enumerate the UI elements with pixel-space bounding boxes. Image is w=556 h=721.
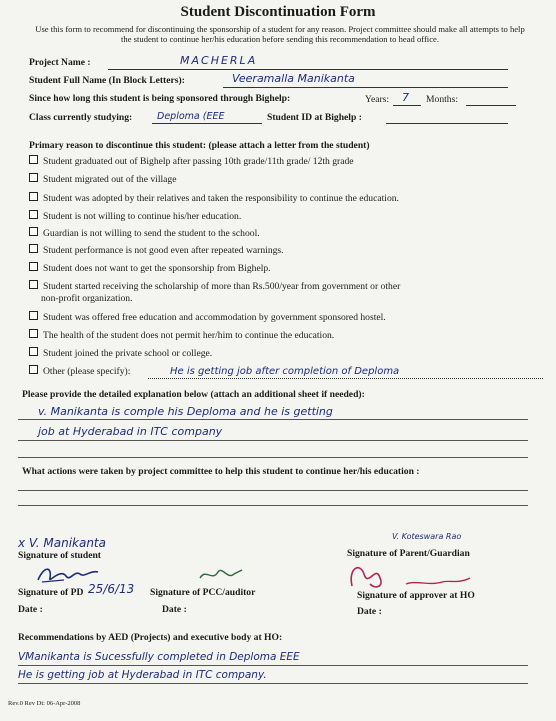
months-line: [466, 105, 516, 106]
approver-signature-label: Signature of approver at HO: [357, 590, 475, 601]
reason-not-willing[interactable]: Student is not willing to continue his/her education.: [29, 210, 241, 222]
explanation-line-1[interactable]: v. Manikanta is comple his Deploma and he is getting: [38, 405, 333, 418]
approver-signature-scrawl: [346, 562, 476, 592]
recommendations-line-2[interactable]: He is getting job at Hyderabad in ITC company.: [18, 669, 267, 681]
reason-checkbox[interactable]: [29, 155, 38, 164]
reason-graduated[interactable]: Student graduated out of Bighelp after passing 10th grade/11th grade/ 12th grade: [29, 155, 354, 167]
class-label: Class currently studying:: [29, 112, 133, 123]
reason-checkbox[interactable]: [29, 347, 38, 356]
reason-checkbox[interactable]: [29, 227, 38, 236]
class-value[interactable]: Deploma (EEE: [157, 111, 225, 122]
student-name-line: [223, 87, 508, 88]
reason-checkbox[interactable]: [29, 192, 38, 201]
recommendations-rule-1: [18, 665, 528, 666]
parent-signature-hand[interactable]: V. Koteswara Rao: [392, 532, 462, 541]
project-name-label: Project Name :: [29, 57, 91, 68]
years-value[interactable]: 7: [402, 91, 409, 104]
student-name-value[interactable]: Veeramalla Manikanta: [232, 72, 355, 85]
reason-checkbox[interactable]: [29, 280, 38, 289]
pd-date-label: Date :: [18, 604, 43, 615]
reason-scholarship[interactable]: Student started receiving the scholarship of more than Rs.500/year from government or other: [29, 280, 400, 292]
student-id-label: Student ID at Bighelp :: [267, 112, 362, 123]
explanation-rule-1: [18, 419, 528, 420]
reason-performance[interactable]: Student performance is not good even after repeated warnings.: [29, 244, 284, 256]
parent-signature-label: Signature of Parent/Guardian: [347, 548, 470, 559]
project-name-line: [108, 69, 508, 70]
pd-date-value[interactable]: 25/6/13: [88, 582, 135, 596]
pcc-signature-scrawl: [198, 566, 246, 584]
explanation-line-2[interactable]: job at Hyderabad in ITC company: [38, 425, 223, 438]
explanation-label: Please provide the detailed explanation below (attach an additional sheet if needed):: [22, 389, 365, 400]
approver-date-label: Date :: [357, 606, 382, 617]
recommendations-rule-2: [18, 683, 528, 684]
reason-scholarship-cont: non-profit organization.: [41, 293, 133, 304]
reason-adopted[interactable]: Student was adopted by their relatives and taken the responsibility to continue the education.: [29, 192, 399, 204]
explanation-rule-2: [18, 440, 528, 441]
explanation-rule-3: [18, 457, 528, 458]
reason-guardian[interactable]: Guardian is not willing to send the student to the school.: [29, 227, 260, 239]
reason-checkbox[interactable]: [29, 365, 38, 374]
other-line: [148, 378, 543, 379]
reason-other[interactable]: Other (please specify):: [29, 365, 130, 377]
recommendations-line-1[interactable]: VManikanta is Sucessfully completed in Deploma EEE: [18, 651, 300, 663]
student-name-label: Student Full Name (In Block Letters):: [29, 75, 185, 86]
student-signature-label: Signature of student: [18, 550, 101, 561]
pd-signature-label: Signature of PD: [18, 587, 84, 598]
months-label: Months:: [426, 94, 458, 105]
reason-health[interactable]: The health of the student does not permit her/him to continue the education.: [29, 329, 334, 341]
years-line: [393, 105, 421, 106]
reason-checkbox[interactable]: [29, 244, 38, 253]
actions-rule-1: [18, 490, 528, 491]
actions-rule-2: [18, 505, 528, 506]
reason-checkbox[interactable]: [29, 262, 38, 271]
recommendations-label: Recommendations by AED (Projects) and executive body at HO:: [18, 632, 283, 643]
form-intro: Use this form to recommend for discontinuing the sponsorship of a student for any reason. Project committee should make all attempts to help the student to continue her/his education before sending this recommendation to head office.: [35, 24, 525, 44]
reason-checkbox[interactable]: [29, 173, 38, 182]
sponsored-label: Since how long this student is being sponsored through Bighelp:: [29, 93, 291, 104]
pcc-signature-label: Signature of PCC/auditor: [150, 587, 256, 598]
form-title: Student Discontinuation Form: [180, 4, 376, 20]
reason-checkbox[interactable]: [29, 311, 38, 320]
pcc-date-label: Date :: [162, 604, 187, 615]
student-signature-hand[interactable]: x V. Manikanta: [18, 536, 106, 550]
other-value[interactable]: He is getting job after completion of Deploma: [170, 366, 400, 377]
reason-migrated[interactable]: Student migrated out of the village: [29, 173, 176, 185]
reason-private-school[interactable]: Student joined the private school or college.: [29, 347, 212, 359]
reasons-heading: Primary reason to discontinue this student: (please attach a letter from the student): [29, 140, 370, 151]
reason-checkbox[interactable]: [29, 210, 38, 219]
revision-footer: Rev.0 Rev Dt: 06-Apr-2008: [8, 700, 81, 707]
reason-checkbox[interactable]: [29, 329, 38, 338]
reason-no-sponsorship[interactable]: Student does not want to get the sponsorship from Bighelp.: [29, 262, 271, 274]
reason-hostel[interactable]: Student was offered free education and accommodation by government sponsored hostel.: [29, 311, 386, 323]
project-name-value[interactable]: MACHERLA: [180, 54, 258, 67]
years-label: Years:: [365, 94, 390, 105]
actions-label: What actions were taken by project committee to help this student to continue her/his education :: [22, 466, 420, 477]
student-id-line: [386, 123, 508, 124]
class-line: [152, 123, 262, 124]
